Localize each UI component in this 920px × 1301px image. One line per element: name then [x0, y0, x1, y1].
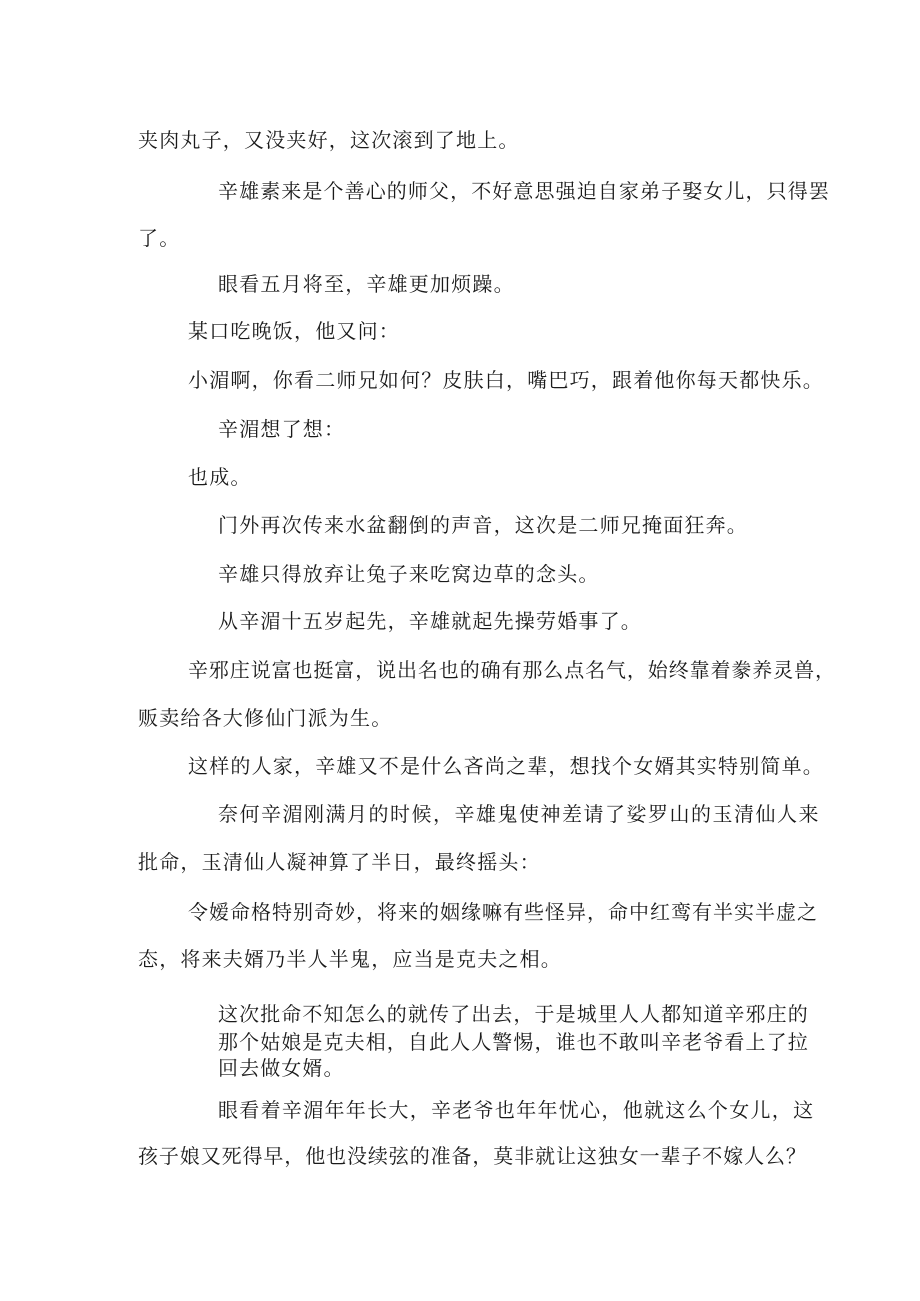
text-line: 奈何辛湄刚满月的时候，辛雄鬼使神差请了娑罗山的玉清仙人来	[218, 802, 820, 826]
text-line: 某口吃晚饭，他又问：	[188, 319, 400, 343]
text-line: 回去做女婿。	[218, 1056, 345, 1080]
text-line: 那个姑娘是克夫相，自此人人警惕，谁也不敢叫辛老爷看上了拉	[218, 1030, 809, 1054]
text-line: 从辛湄十五岁起先，辛雄就起先操劳婚事了。	[218, 609, 642, 633]
text-line: 这次批命不知怎么的就传了出去，于是城里人人都知道辛邪庄的	[218, 1002, 809, 1026]
text-line: 辛雄只得放弃让兔子来吃窝边草的念头。	[218, 562, 600, 586]
text-line: 夹肉丸子，又没夹好，这次滚到了地上。	[138, 128, 520, 152]
text-line: 门外再次传来水盆翻倒的声音，这次是二师兄掩面狂奔。	[218, 513, 748, 537]
text-line: 了。	[138, 226, 181, 250]
text-line: 孩子娘又死得早，他也没续弦的准备，莫非就让这独女一辈子不嫁人么？	[138, 1144, 807, 1168]
text-line: 眼看五月将至，辛雄更加烦躁。	[218, 272, 515, 296]
text-line: 眼看着辛湄年年长大，辛老爷也年年忧心，他就这么个女儿，这	[218, 1098, 815, 1122]
text-line: 这样的人家，辛雄又不是什么吝尚之辈，想找个女婿其实特别简单。	[188, 754, 824, 778]
text-line: 辛邪庄说富也挺富，说出名也的确有那么点名气，始终靠着豢养灵兽，	[188, 658, 836, 682]
text-line: 辛雄素来是个善心的师父，不好意思强迫自家弟子娶女儿，只得罢	[218, 179, 830, 203]
text-line: 小湄啊，你看二师兄如何？皮肤白，嘴巴巧，跟着他你每天都快乐。	[188, 368, 824, 392]
text-line: 批命，玉清仙人凝神算了半日，最终摇头：	[138, 850, 541, 874]
text-line: 贩卖给各大修仙门派为生。	[138, 706, 393, 730]
text-line: 也成。	[188, 465, 252, 489]
text-line: 令嫒命格特别奇妙，将来的姻缘嘛有些怪异，命中红鸾有半实半虚之	[188, 900, 818, 924]
text-line: 辛湄想了想：	[218, 417, 346, 441]
text-line: 态，将来夫婿乃半人半鬼，应当是克夫之相。	[138, 947, 562, 971]
